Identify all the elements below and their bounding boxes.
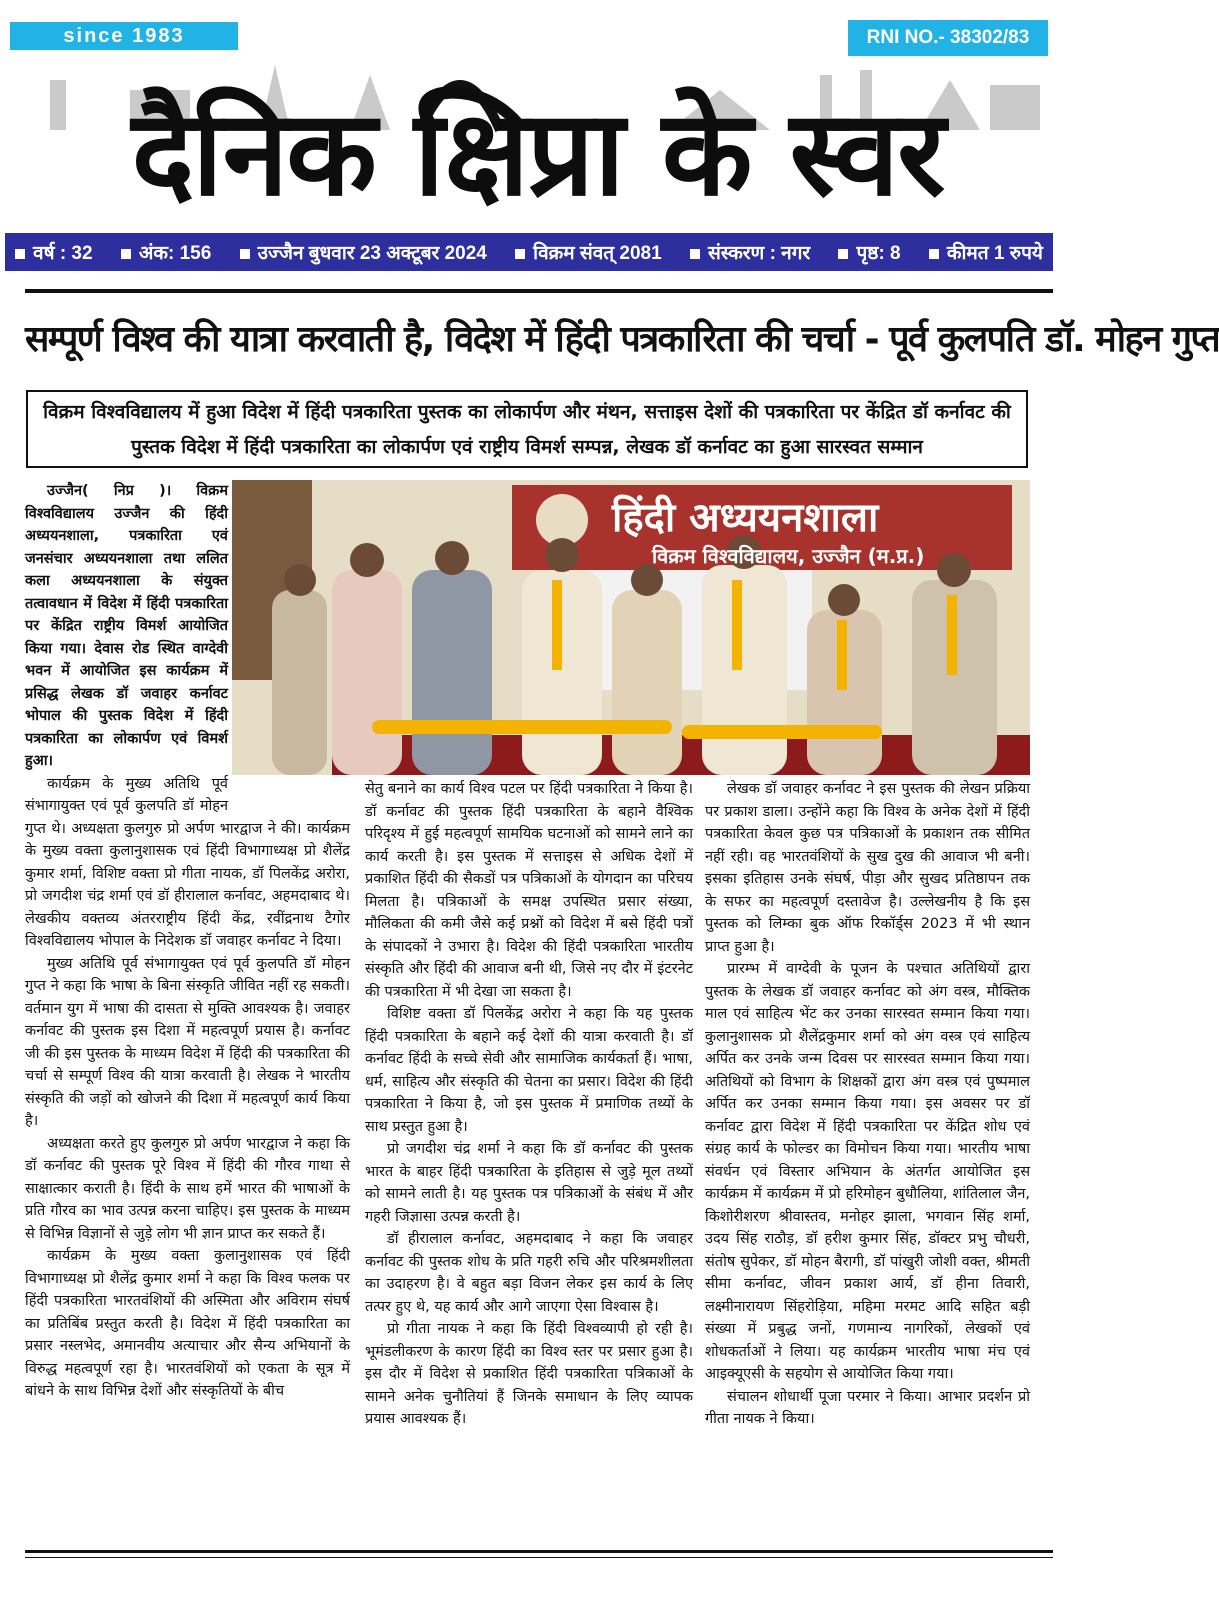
article-body [25,480,1030,1545]
price: कीमत 1 रुपये [929,239,1043,265]
article-paragraph: विशिष्ट वक्ता डॉ पिलकेंद्र अरोरा ने कहा कि यह पुस्तक हिंदी पत्रकारिता के बहाने कई देशों की यात्रा करवाती है। डॉ कर्नावट हिंदी के सच्चे सेवी और सामाजिक कार्यकर्ता हैं। भाषा, धर्म, साहित्य और संस्कृति की चेतना का प्रसार। विदेश की हिंदी पत्रकारिता ने किया है, जो इस पुस्तक में प्रमाणिक तथ्यों के साथ प्रस्तुत हुआ है। [365,1006,693,1135]
photo-banner-title: हिंदी अध्ययनशाला [612,495,879,541]
article-lead-paragraph: उज्जैन( निप्र )। विक्रम विश्वविद्यालय उज्जैन की हिंदी अध्ययनशाला, पत्रकारिता एवं जनसंचार अध्ययनशाला तथा ललित कला अध्ययनशाला के संयुक्त तत्वावधान में विदेश में हिंदी पत्रकारिता पर केंद्रित राष्ट्रीय विमर्श आयोजित किया गया। देवास रोड स्थित वाग्देवी भवन में आयोजित इस कार्यक्रम में प्रसिद्ध लेखक डॉ जवाहर कर्नावट भोपाल की पुस्तक विदेश में हिंदी पत्रकारिता का लोकार्पण एवं विमर्श हुआ। [25,483,228,769]
article-paragraph: कार्यक्रम के मुख्य वक्ता कुलानुशासक एवं हिंदी विभागाध्यक्ष प्रो शैलेंद्र कुमार शर्मा ने कहा कि विश्व फलक पर हिंदी पत्रकारिता भारतवंशियों की अस्मिता और अविराम संघर्ष का प्रतिबिंब प्रस्तुत करती है। विदेश में हिंदी पत्रकारिता का प्रसार नस्लभेद, अमानवीय अत्याचार और सैन्य अभियानों के विरुद्ध महत्वपूर्ण रहा है। भारतवंशियों को एकता के सूत्र में बांधने के साथ विभिन्न देशों और संस्कृतियों के बीच [25,1248,350,1399]
article-column-2 [365,778,693,1545]
article-paragraph: प्रो जगदीश चंद्र शर्मा ने कहा कि डॉ कर्नावट की पुस्तक भारत के बाहर हिंदी पत्रकारिता के इतिहास से जुड़े मूल तथ्यों को सामने लाती है। यह पुस्तक पत्र पत्रिकाओं के संबंध में और गहरी जिज्ञासा उत्पन्न करती है। [365,1141,693,1225]
divider [25,1550,1053,1553]
article-paragraph: प्रो गीता नायक ने कहा कि हिंदी विश्वव्यापी हो रही है। भूमंडलीकरण के कारण हिंदी का विश्व स्तर पर प्रसार हुआ है। इस दौर में विदेश से प्रकाशित हिंदी पत्रकारिता पत्रिकाओं के सामने अनेक चुनौतियां हैं जिनके समाधान के लिए व्यापक प्रयास आवश्यक हैं। [365,1321,693,1427]
place-date: उज्जैन बुधवार 23 अक्टूबर 2024 [240,239,487,265]
photo-banner-subtitle: विक्रम विश्वविद्यालय, उज्जैन (म.प्र.) [652,544,925,568]
article-paragraph: संचालन शोधार्थी पूजा परमार ने किया। आभार प्रदर्शन प्रो गीता नायक ने किया। [705,1388,1030,1427]
year-info: वर्ष : 32 [15,239,93,265]
article-column-3 [705,778,1030,1545]
vikram-samvat: विक्रम संवत् 2081 [515,239,662,265]
issue-info-band [5,233,1053,271]
article-paragraph: डॉ हीरालाल कर्नावट, अहमदाबाद ने कहा कि जवाहर कर्नावट की पुस्तक शोध के प्रति गहरी रुचि और परिश्रमशीलता का उदाहरण है। वे बहुत बड़ा विजन लेकर इस कार्य के लिए तत्पर हुए थे, यह कार्य और आगे जाएगा ऐसा विश्वास है। [365,1231,693,1315]
divider [25,289,1053,293]
divider [25,1557,1053,1558]
article-column-1 [25,480,350,1545]
article-headline: सम्पूर्ण विश्व की यात्रा करवाती है, विदेश में हिंदी पत्रकारिता की चर्चा - पूर्व कुलपति डॉ. मोहन गुप्त [25,319,1219,360]
page-count: पृष्ठ: 8 [838,239,900,265]
article-paragraph: सेतु बनाने का कार्य विश्व पटल पर हिंदी पत्रकारिता ने किया है। डॉ कर्नावट की पुस्तक हिंदी पत्रकारिता के बहाने वैश्विक परिदृश्य में हुई महत्वपूर्ण सामयिक घटनाओं को सामने लाने का कार्य करती है। इस पुस्तक में सत्ताइस से अधिक देशों में प्रकाशित हिंदी की सैकडों पत्र पत्रिकाओं के योगदान का परिचय मिलता है। पत्रिकाओं के समक्ष उपस्थित प्रसार संख्या, मौलिकता की कमी जैसे कई प्रश्नों को विदेश में बसे हिंदी पत्रों के संपादकों ने उभारा है। विदेश की हिंदी पत्रकारिता भारतीय संस्कृति और हिंदी की आवाज बनी थी, जिसे नए दौर में इंटरनेट की पत्रकारिता में भी देखा जा सकता है। [365,781,693,1000]
article-paragraph: मुख्य अतिथि पूर्व संभागायुक्त एवं पूर्व कुलपति डॉ मोहन गुप्त ने कहा कि भाषा के बिना संस्कृति जीवित नहीं रह सकती। वर्तमान युग में भाषा की दासता से मुक्ति आवश्यक है। जवाहर कर्नावट की पुस्तक इस दिशा में महत्वपूर्ण प्रयास है। कर्नावट जी की इस पुस्तक के माध्यम विदेश में हिंदी की पत्रकारिता की चर्चा से सम्पूर्ण विश्व की यात्रा करवाती है। लेखक ने भारतीय संस्कृति की जड़ों को खोजने की दिशा में महत्वपूर्ण कार्य किया है। [25,955,350,1129]
article-paragraph: प्रारम्भ में वाग्देवी के पूजन के पश्चात अतिथियों द्वारा पुस्तक के लेखक डॉ जवाहर कर्नावट को अंग वस्त्र, मौक्तिक माल एवं साहित्य भेंट कर उनका सारस्वत सम्मान किया गया। कुलानुशासक प्रो शैलेंद्रकुमार शर्मा को अंग वस्त्र एवं साहित्य अर्पित कर उनके जन्म दिवस पर सारस्वत सम्मान किया गया। अतिथियों को विभाग के शिक्षकों द्वारा अंग वस्त्र एवं पुष्पमाल अर्पित कर उनका सम्मान किया गया। इस अवसर पर डॉ कर्नावट द्वारा विदेश में हिंदी पत्रकारिता पर केंद्रित शोध एवं संग्रह कार्य के फोल्डर का विमोचन किया गया। भारतीय भाषा संवर्धन एवं विस्तार अभियान के अंतर्गत आयोजित इस कार्यक्रम में कार्यक्रम में प्रो हरिमोहन बुधौलिया, शांतिलाल जैन, किशोरीशरण श्रीवास्तव, मनोहर झाला, भगवान सिंह शर्मा, उदय सिंह राठौड़, डॉ हरीश कुमार सिंह, डॉक्टर प्रभु चौधरी, संतोष सुपेकर, डॉ मोहन बैरागी, डॉ पांखुरी जोशी वक्त, श्रीमती सीमा कर्नावट, जीवन प्रकाश आर्य, डॉ हीना तिवारी, लक्ष्मीनारायण सिंहरोड़िया, महिमा मरमट आदि सहित बड़ी संख्या में प्रबुद्ध जनों, गणमान्य नागरिकों, लेखकों एवं शोधकर्ताओं ने लिया। यह कार्यक्रम भारतीय भाषा मंच एवं आइक्यूएसी के सहयोग से आयोजित किया गया। [705,961,1030,1382]
rni-number-badge: RNI NO.- 38302/83 [848,20,1048,56]
article-paragraph: कार्यक्रम के मुख्य अतिथि पूर्व संभागायुक्त एवं पूर्व कुलपति डॉ मोहन गुप्त थे। अध्यक्षता कुलगुरु प्रो अर्पण भारद्वाज ने की। कार्यक्रम के मुख्य वक्ता कुलानुशासक एवं हिंदी विभागाध्यक्ष प्रो शैलेंद्र कुमार शर्मा, विशिष्ट वक्ता प्रो गीता नायक, डॉ पिलकेंद्र अरोरा, प्रो जगदीश चंद्र शर्मा एवं डॉ हीरालाल कर्नावट, अहमदाबाद थे। लेखकीय वक्तव्य अंतरराष्ट्रीय हिंदी केंद्र, रवींद्रनाथ टैगोर विश्वविद्यालय भोपाल के निदेशक डॉ जवाहर कर्नावट ने दिया। [25,775,350,949]
event-photo [232,480,1030,775]
edition: संस्करण : नगर [690,239,810,265]
article-paragraph: अध्यक्षता करते हुए कुलगुरु प्रो अर्पण भारद्वाज ने कहा कि डॉ कर्नावट की पुस्तक पूरे विश्व में हिंदी की गौरव गाथा से साक्षात्कार कराती है। हिंदी के साथ हमें भारत की भाषाओं के प्रति गौरव का भाव उत्पन्न करना चाहिए। इस पुस्तक के माध्यम से विभिन्न विज्ञानों से जुड़े लोग भी ज्ञान प्राप्त कर सकते हैं। [25,1135,350,1242]
since-badge: since 1983 [10,22,238,50]
article-subheadline: विक्रम विश्वविद्यालय में हुआ विदेश में हिंदी पत्रकारिता पुस्तक का लोकार्पण और मंथन, सत्ताइस देशों की पत्रकारिता पर केंद्रित डॉ कर्नावट की पुस्तक विदेश में हिंदी पत्रकारिता का लोकार्पण एवं राष्ट्रीय विमर्श सम्पन्न, लेखक डॉ कर्नावट का हुआ सारस्वत सम्मान [26,390,1028,468]
article-paragraph: लेखक डॉ जवाहर कर्नावट ने इस पुस्तक की लेखन प्रक्रिया पर प्रकाश डाला। उन्होंने कहा कि विश्व के अनेक देशों में हिंदी पत्रकारिता केवल कुछ पत्र पत्रिकाओं के प्रकाशन तक सीमित नहीं रही। वह भारतवंशियों के सुख दुख की आवाज भी बनी। इसका इतिहास उनके संघर्ष, पीड़ा और सुखद प्रतिष्ठापन तक के सफर का महत्वपूर्ण दस्तावेज है। उल्लेखनीय है कि इस पुस्तक को लिम्का बुक ऑफ रिकॉर्ड्स 2023 में भी स्थान प्राप्त हुआ है। [705,781,1030,955]
newspaper-masthead-title: दैनिक क्षिप्रा के स्वर [131,84,944,222]
issue-number: अंक: 156 [121,239,211,265]
